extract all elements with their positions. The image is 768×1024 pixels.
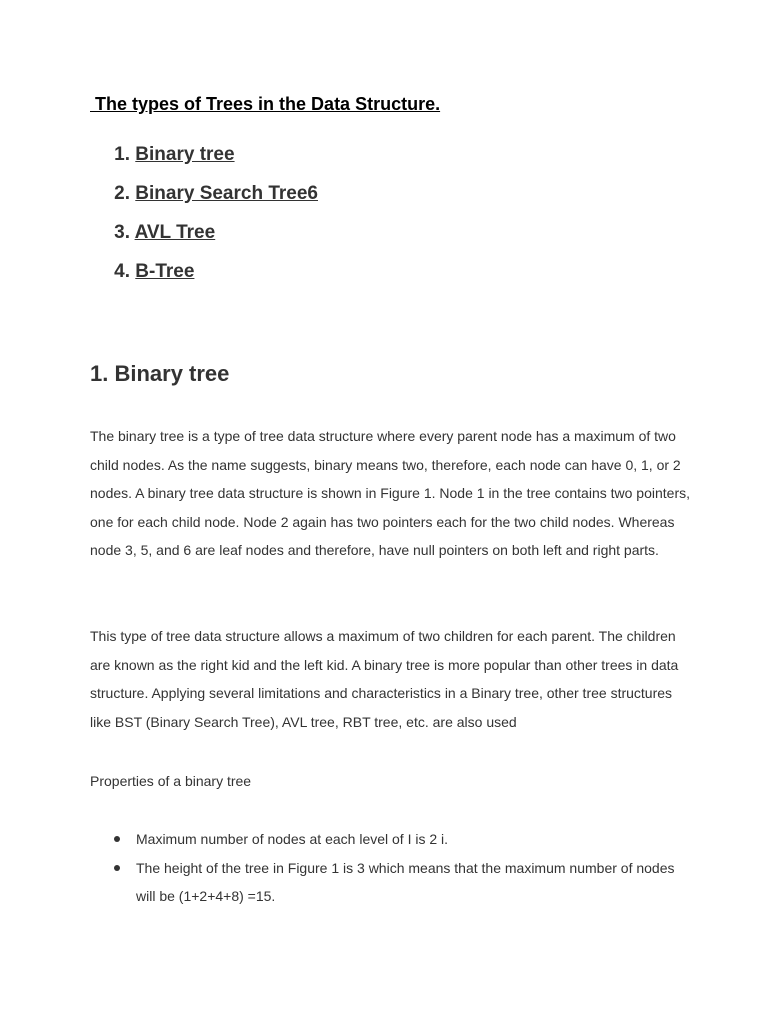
list-item [90,825,690,854]
paragraph-binary-tree-children: This type of tree data structure allows a maximum of two children for each parent. The children are known as the right kid and the left kid. A binary tree is more popular than other trees in data structure. Applying several limitations and characteristics in a Binary tree, other tree structures like BST (Binary Search Tree), AVL tree, RBT tree, etc. are also used [90,628,679,730]
toc-link-avl-tree[interactable]: AVL Tree [134,222,216,243]
toc-number: 1. [114,144,130,165]
document-title: The types of Trees in the Data Structure. [90,94,441,114]
toc-item-binary-tree [90,142,318,181]
toc-number: 4. [114,261,130,282]
properties-label: Properties of a binary tree [90,773,252,789]
toc-number: 2. [114,183,130,204]
bullet-dot-icon [114,865,120,871]
table-of-contents [90,142,318,298]
bullet-dot-icon [114,836,120,842]
paragraph-binary-tree-intro: The binary tree is a type of tree data structure where every parent node has a maximum of two child nodes. As the name suggests, binary means two, therefore, each node can have 0, 1, or 2 nodes. A binary tree data structure is shown in Figure 1. Node 1 in the tree contains two pointers, one for each child node. Node 2 again has two pointers each for the two child nodes. Whereas node 3, 5, and 6 are leaf nodes and therefore, have null pointers on both left and right parts. [90,428,691,559]
property-text: Maximum number of nodes at each level of I is 2 i. [136,831,449,847]
properties-list [90,825,690,911]
toc-link-binary-search-tree[interactable]: Binary Search Tree6 [135,183,318,204]
property-text: The height of the tree in Figure 1 is 3 which means that the maximum number of nodes will be (1+2+4+8) =15. [136,859,675,905]
section-heading-binary-tree: 1. Binary tree [90,361,230,386]
toc-link-b-tree[interactable]: B-Tree [135,261,195,282]
toc-item-binary-search-tree [90,181,318,220]
toc-item-avl-tree [90,220,318,259]
list-item [90,854,690,911]
toc-link-binary-tree[interactable]: Binary tree [135,144,235,165]
toc-number: 3. [114,222,130,243]
toc-item-b-tree [90,259,318,298]
